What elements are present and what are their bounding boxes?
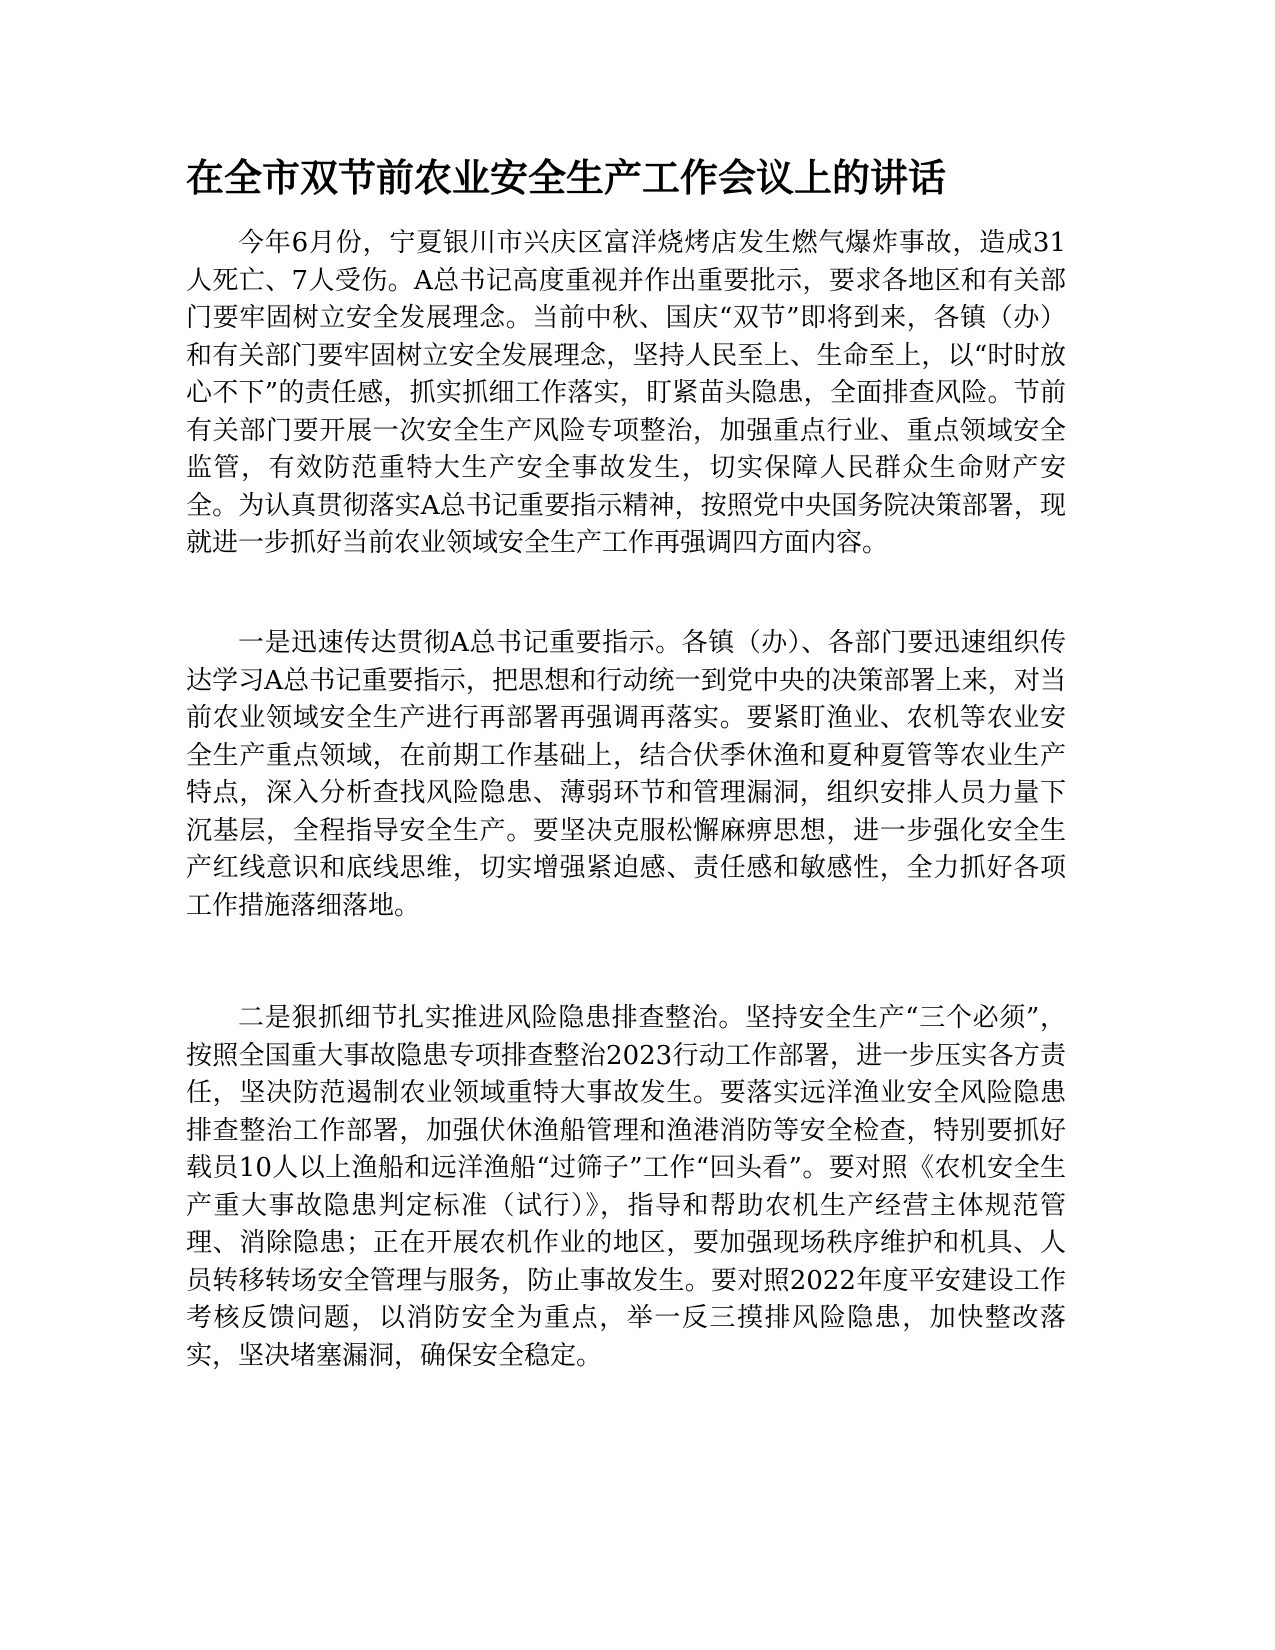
paragraph-intro: 今年6月份，宁夏银川市兴庆区富洋烧烤店发生燃气爆炸事故，造成31人死亡、7人受伤。A总书记高度重视并作出重要批示，要求各地区和有关部门要牢固树立安全发展理念。当前中秋、国庆“双节”即将到来，各镇（办）和有关部门要牢固树立安全发展理念，坚持人民至上、生命至上，以“时时放心不下”的责任感，抓实抓细工作落实，盯紧苗头隐患，全面排查风险。节前有关部门要开展一次安全生产风险专项整治，加强重点行业、重点领域安全监管，有效防范重特大生产安全事故发生，切实保障人民群众生命财产安全。为认真贯彻落实A总书记重要指示精神，按照党中央国务院决策部署，现就进一步抓好当前农业领域安全生产工作再强调四方面内容。 — [186, 228, 1066, 558]
paragraph-point-one: 一是迅速传达贯彻A总书记重要指示。各镇（办）、各部门要迅速组织传达学习A总书记重要指示，把思想和行动统一到党中央的决策部署上来，对当前农业领域安全生产进行再部署再强调再落实。要紧盯渔业、农机等农业安全生产重点领域，在前期工作基础上，结合伏季休渔和夏种夏管等农业生产特点，深入分析查找风险隐患、薄弱环节和管理漏洞，组织安排人员力量下沉基层，全程指导安全生产。要坚决克服松懈麻痹思想，进一步强化安全生产红线意识和底线思维，切实增强紧迫感、责任感和敏感性，全力抓好各项工作措施落细落地。 — [186, 628, 1066, 921]
document-title: 在全市双节前农业安全生产工作会议上的讲话 — [186, 156, 947, 200]
paragraph-point-two: 二是狠抓细节扎实推进风险隐患排查整治。坚持安全生产“三个必须”，按照全国重大事故隐患专项排查整治2023行动工作部署，进一步压实各方责任，坚决防范遏制农业领域重特大事故发生。要落实远洋渔业安全风险隐患排查整治工作部署，加强伏休渔船管理和渔港消防等安全检查，特别要抓好载员10人以上渔船和远洋渔船“过筛子”工作“回头看”。要对照《农机安全生产重大事故隐患判定标准（试行）》，指导和帮助农机生产经营主体规范管理、消除隐患；正在开展农机作业的地区，要加强现场秩序维护和机具、人员转移转场安全管理与服务，防止事故发生。要对照2022年度平安建设工作考核反馈问题，以消防安全为重点，举一反三摸排风险隐患，加快整改落实，坚决堵塞漏洞，确保安全稳定。 — [186, 1003, 1066, 1371]
